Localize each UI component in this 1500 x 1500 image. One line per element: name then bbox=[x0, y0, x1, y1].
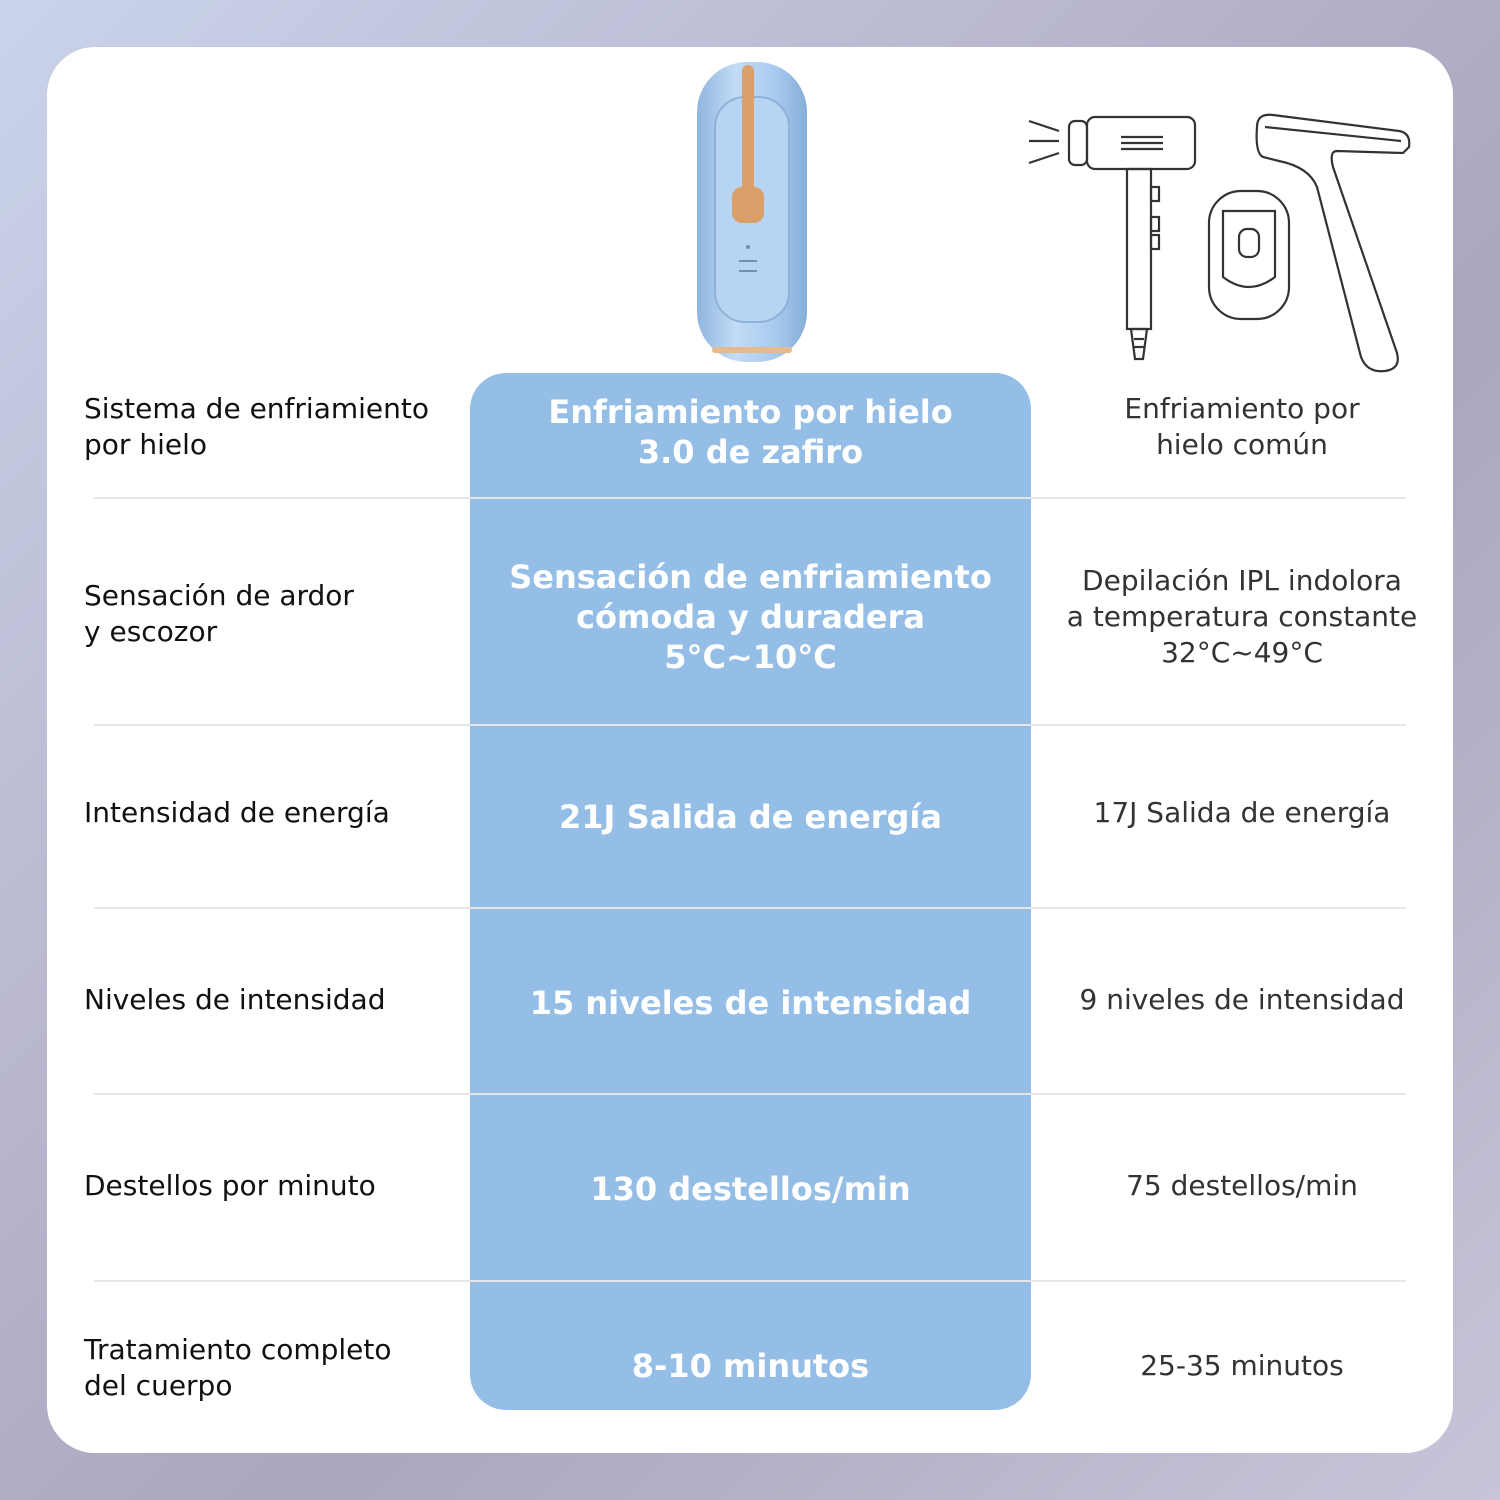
product-highlight-column bbox=[470, 373, 1031, 1410]
feature-label: Sensación de ardor y escozor bbox=[84, 579, 354, 648]
row-divider bbox=[94, 497, 1406, 499]
feature-label: Sistema de enfriamiento por hielo bbox=[84, 392, 429, 461]
competitor-value: 9 niveles de intensidad bbox=[1079, 983, 1405, 1016]
feature-label: Destellos por minuto bbox=[84, 1169, 376, 1202]
competitor-value: Depilación IPL indolora a temperatura constante 32°C~49°C bbox=[1066, 564, 1418, 669]
row-divider bbox=[94, 724, 1406, 726]
product-value: 15 niveles de intensidad bbox=[529, 984, 972, 1022]
feature-label: Niveles de intensidad bbox=[84, 983, 386, 1016]
product-device-image bbox=[687, 57, 817, 367]
product-value: Sensación de enfriamiento cómoda y duradera 5°C~10°C bbox=[509, 558, 992, 676]
product-value: 8-10 minutos bbox=[631, 1347, 870, 1385]
product-value: 21J Salida de energía bbox=[559, 798, 942, 836]
competitor-value: 75 destellos/min bbox=[1126, 1169, 1358, 1202]
row-divider bbox=[94, 1280, 1406, 1282]
product-value: Enfriamiento por hielo 3.0 de zafiro bbox=[548, 393, 953, 471]
competitor-value: Enfriamiento por hielo común bbox=[1124, 392, 1360, 461]
feature-label: Tratamiento completo del cuerpo bbox=[84, 1333, 392, 1402]
row-divider bbox=[94, 907, 1406, 909]
product-value: 130 destellos/min bbox=[590, 1170, 911, 1208]
row-divider bbox=[94, 1093, 1406, 1095]
competitor-value: 17J Salida de energía bbox=[1093, 796, 1391, 829]
competitor-devices-image bbox=[1017, 107, 1427, 387]
comparison-card bbox=[47, 47, 1453, 1453]
competitor-value: 25-35 minutos bbox=[1140, 1349, 1344, 1382]
feature-label: Intensidad de energía bbox=[84, 796, 390, 829]
